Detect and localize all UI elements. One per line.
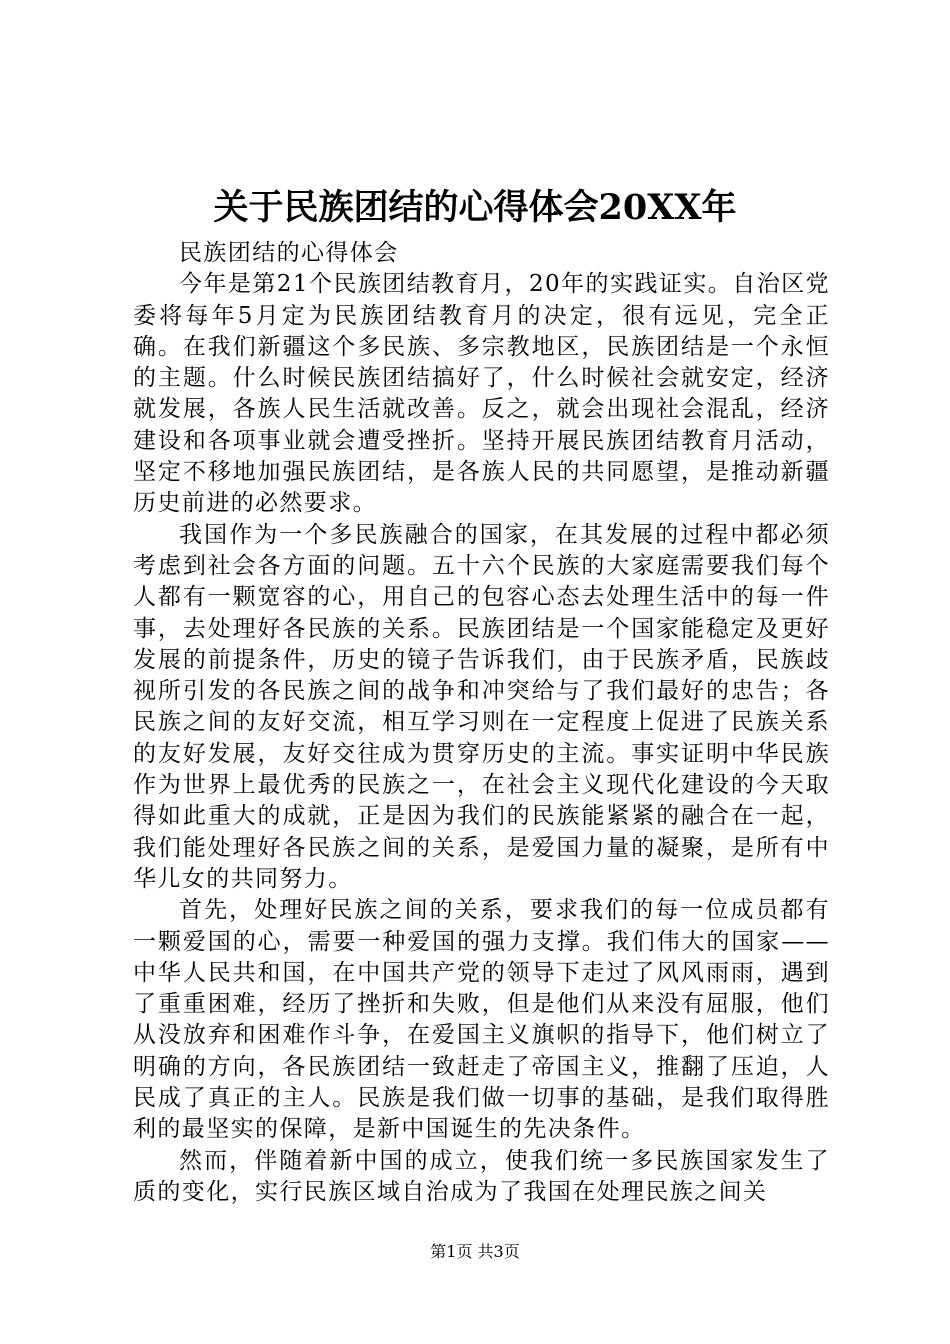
paragraph-1: 今年是第21个民族团结教育月，20年的实践证实。自治区党委将每年5月定为民族团结教育月的决定，很有远见，完全正确。在我们新疆这个多民族、多宗教地区，民族团结是一个永恒的主题。什么时候民族团结搞好了，什么时候社会就安定，经济就发展，各族人民生活就改善。反之，就会出现社会混乱，经济建设和各项事业就会遭受挫折。坚持开展民族团结教育月活动，坚定不移地加强民族团结，是各族人民的共同愿望，是推动新疆历史前进的必然要求。 xyxy=(133,271,830,517)
page-number-footer: 第1页 共3页 xyxy=(430,1242,520,1261)
document-body xyxy=(133,238,830,1208)
paragraph-3: 首先，处理好民族之间的关系，要求我们的每一位成员都有一颗爱国的心，需要一种爱国的强力支撑。我们伟大的国家——中华人民共和国，在中国共产党的领导下走过了风风雨雨，遇到了重重困难，经历了挫折和失败，但是他们从来没有屈服，他们从没放弃和困难作斗争，在爱国主义旗帜的指导下，他们树立了明确的方向，各民族团结一致赶走了帝国主义，推翻了压迫，人民成了真正的主人。民族是我们做一切事的基础，是我们取得胜利的最坚实的保障，是新中国诞生的先决条件。 xyxy=(133,897,830,1143)
document-title: 关于民族团结的心得体会20XX年 xyxy=(213,187,737,228)
paragraph-subtitle: 民族团结的心得体会 xyxy=(179,240,399,266)
paragraph-4: 然而，伴随着新中国的成立，使我们统一多民族国家发生了质的变化，实行民族区域自治成为了我国在处理民族之间关 xyxy=(133,1147,830,1205)
paragraph-2: 我国作为一个多民族融合的国家，在其发展的过程中都必须考虑到社会各方面的问题。五十六个民族的大家庭需要我们每个人都有一颗宽容的心，用自己的包容心态去处理生活中的每一件事，去处理好各民族的关系。民族团结是一个国家能稳定及更好发展的前提条件，历史的镜子告诉我们，由于民族矛盾，民族歧视所引发的各民族之间的战争和冲突给与了我们最好的忠告；各民族之间的友好交流，相互学习则在一定程度上促进了民族关系的友好发展，友好交往成为贯穿历史的主流。事实证明中华民族作为世界上最优秀的民族之一，在社会主义现代化建设的今天取得如此重大的成就，正是因为我们的民族能紧紧的融合在一起，我们能处理好各民族之间的关系，是爱国力量的凝聚，是所有中华儿女的共同努力。 xyxy=(133,521,830,892)
